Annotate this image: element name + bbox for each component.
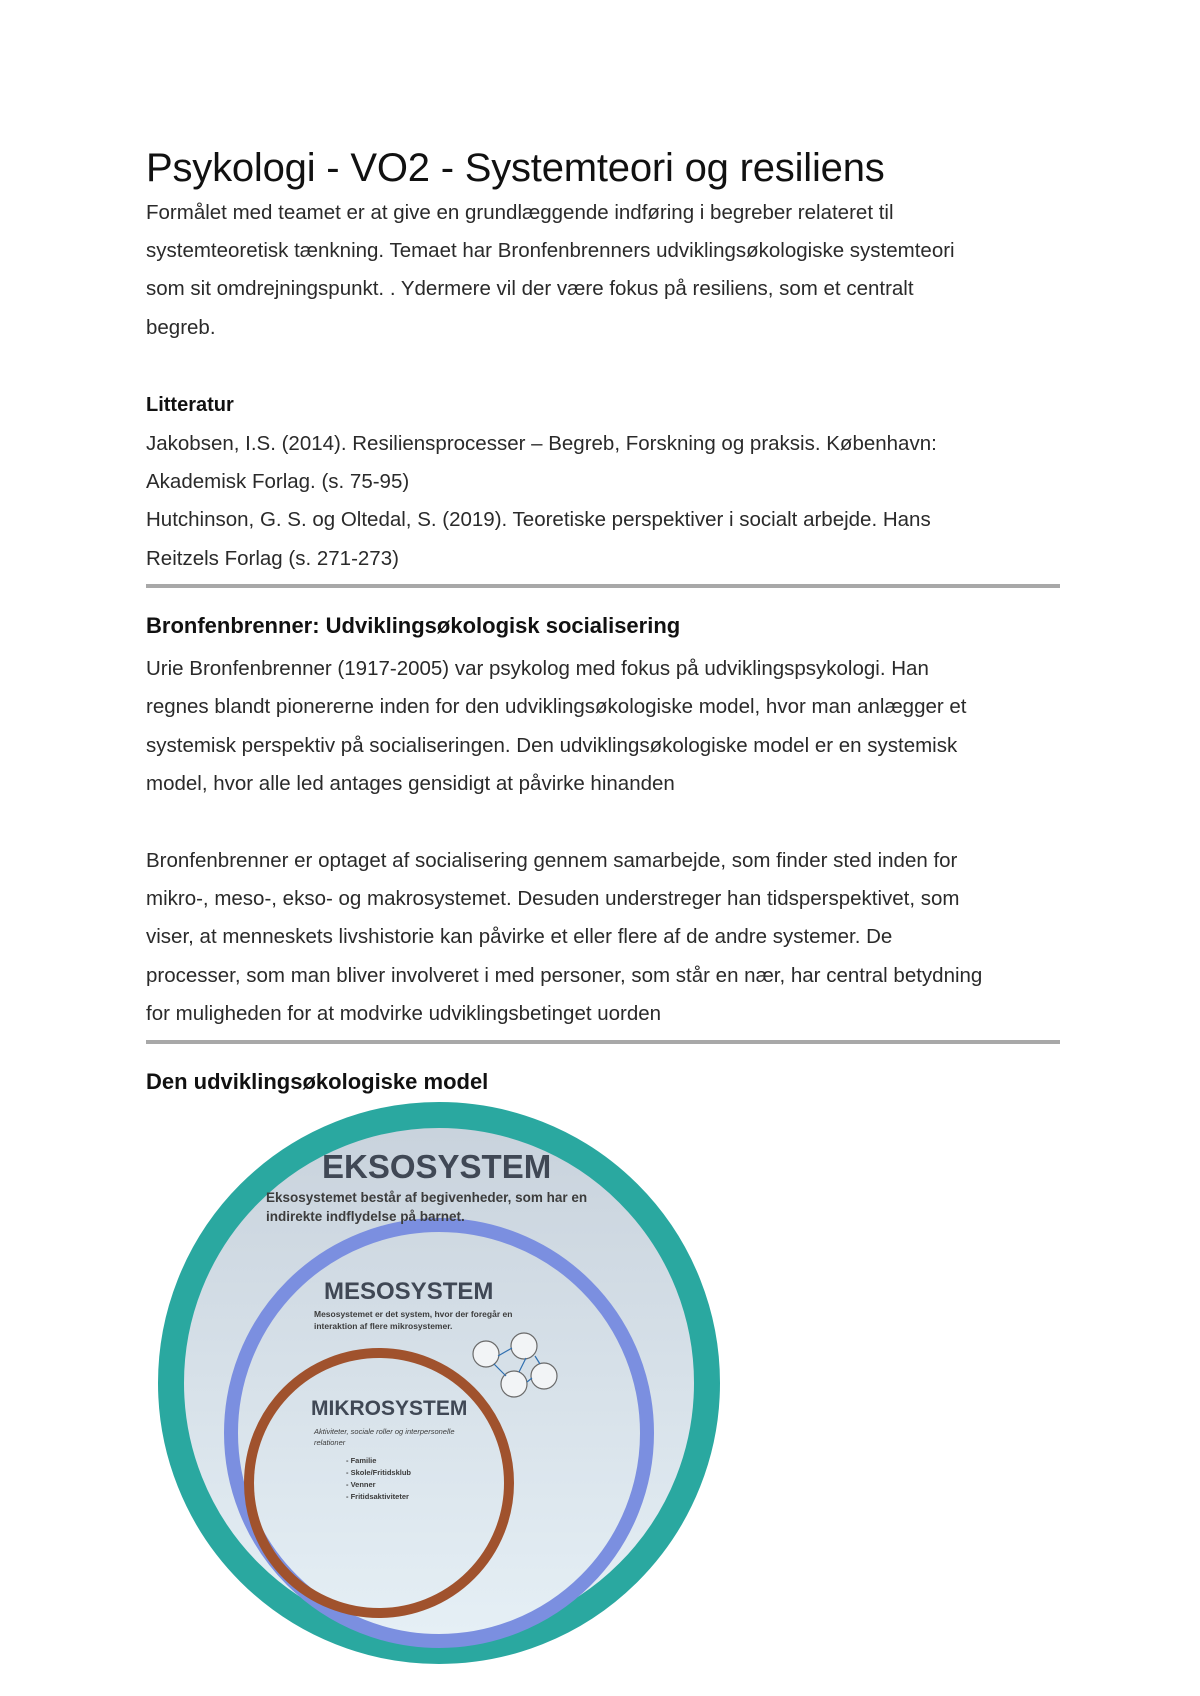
- intro-line-4: begreb.: [146, 316, 216, 339]
- bronfenbrenner-p2-line-3: viser, at menneskets livshistorie kan påvirke et eller flere af de andre systemer. De: [146, 925, 893, 948]
- bronfenbrenner-p2-line-2: mikro-, meso-, ekso- og makrosystemet. Desuden understreger han tidsperspektivet, som: [146, 887, 960, 910]
- bronfenbrenner-p2-line-1: Bronfenbrenner er optaget af socialisering gennem samarbejde, som finder sted inden for: [146, 849, 958, 872]
- bronfenbrenner-p1-line-4: model, hvor alle led antages gensidigt at påvirke hinanden: [146, 772, 675, 795]
- divider-2: [146, 1040, 1060, 1044]
- bronfenbrenner-p1-line-2: regnes blandt pionererne inden for den udviklingsøkologiske model, hvor man anlægger et: [146, 695, 967, 718]
- literature-line-3: Hutchinson, G. S. og Oltedal, S. (2019). Teoretiske perspektiver i socialt arbejde. Hans: [146, 508, 931, 531]
- bronfenbrenner-p1-line-1: Urie Bronfenbrenner (1917-2005) var psykolog med fokus på udviklingspsykologi. Han: [146, 657, 929, 680]
- literature-line-2: Akademisk Forlag. (s. 75-95): [146, 470, 410, 493]
- mikrosystem-desc-1: Aktiviteter, sociale roller og interpersonelle: [314, 1427, 455, 1436]
- bronfenbrenner-heading: Bronfenbrenner: Udviklingsøkologisk socialisering: [146, 613, 681, 638]
- intro-line-2: systemteoretisk tænkning. Temaet har Bronfenbrenners udviklingsøkologiske systemteori: [146, 239, 955, 262]
- ecological-model-figure: [154, 1098, 724, 1668]
- mesosystem-title: MESOSYSTEM: [324, 1278, 494, 1305]
- mikrosystem-item-familie: - Familie: [346, 1456, 377, 1465]
- mikrosystem-item-venner: - Venner: [346, 1480, 376, 1489]
- literature-line-1: Jakobsen, I.S. (2014). Resiliensprocesser – Begreb, Forskning og praksis. København:: [146, 432, 937, 455]
- literature-heading: Litteratur: [146, 394, 234, 416]
- model-heading: Den udviklingsøkologiske model: [146, 1069, 489, 1094]
- page-title: Psykologi - VO2 - Systemteori og resiliens: [146, 146, 885, 190]
- mikrosystem-desc-2: relationer: [314, 1438, 346, 1447]
- bronfenbrenner-p2-line-4: processer, som man bliver involveret i med personer, som står en nær, har central betydning: [146, 964, 983, 987]
- intro-line-1: Formålet med teamet er at give en grundlæggende indføring i begreber relateret til: [146, 201, 894, 224]
- eksosystem-title: EKSOSYSTEM: [322, 1148, 552, 1185]
- literature-line-4: Reitzels Forlag (s. 271-273): [146, 547, 399, 570]
- mikrosystem-item-fritid: - Fritidsaktiviteter: [346, 1492, 409, 1501]
- bronfenbrenner-p2-line-5: for muligheden for at modvirke udviklingsbetinget uorden: [146, 1002, 662, 1025]
- bronfenbrenner-p1-line-3: systemisk perspektiv på socialiseringen. Den udviklingsøkologiske model er en systemisk: [146, 734, 958, 757]
- mesosystem-desc-2: interaktion af flere mikrosystemer.: [314, 1321, 453, 1331]
- mikrosystem-title: MIKROSYSTEM: [311, 1397, 468, 1420]
- divider-1: [146, 584, 1060, 588]
- ecological-model-diagram: [154, 1098, 724, 1668]
- eksosystem-desc-2: indirekte indflydelse på barnet.: [266, 1209, 465, 1224]
- eksosystem-desc-1: Eksosystemet består af begivenheder, som har en: [266, 1190, 588, 1205]
- intro-line-3: som sit omdrejningspunkt. . Ydermere vil der være fokus på resiliens, som et centralt: [146, 277, 914, 300]
- mesosystem-desc-1: Mesosystemet er det system, hvor der foregår en: [314, 1309, 513, 1319]
- mikrosystem-item-skole: - Skole/Fritidsklub: [346, 1468, 412, 1477]
